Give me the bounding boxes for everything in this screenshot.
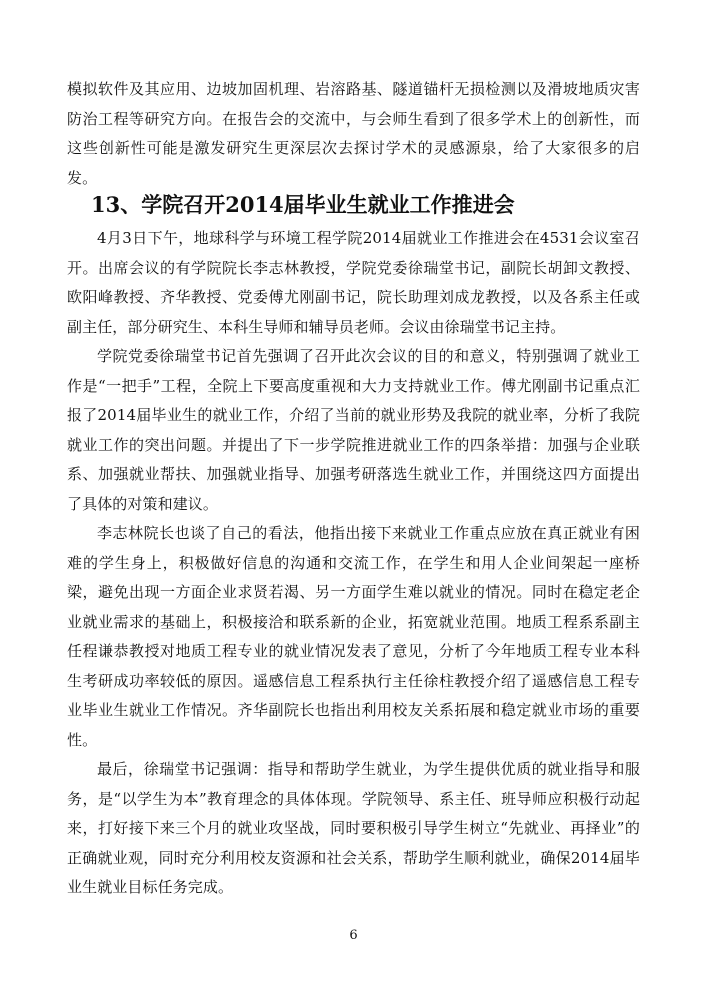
section-body	[67, 224, 640, 903]
paragraph-meeting-overview: 4月3日下午，地球科学与环境工程学院2014届就业工作推进会在4531会议室召开。出席会议的有学院院长李志林教授，学院党委徐瑞堂书记，副院长胡卸文教授、欧阳峰教授、齐华教授、党委傅尤刚副书记，院长助理刘成龙教授，以及各系主任或副主任，部分研究生、本科生导师和辅导员老师。会议由徐瑞堂书记主持。	[67, 229, 640, 336]
paragraph-party-secretary-remarks: 学院党委徐瑞堂书记首先强调了召开此次会议的目的和意义，特别强调了就业工作是“一把手”工程，全院上下要高度重视和大力支持就业工作。傅尤刚副书记重点汇报了2014届毕业生的就业工作，介绍了当前的就业形势及我院的就业率，分析了我院就业工作的突出问题。并提出了下一步学院推进就业工作的四条举措：加强与企业联系、加强就业帮扶、加强就业指导、加强考研落选生就业工作，并围绕这四方面提出了具体的对策和建议。	[67, 347, 640, 513]
paragraph-closing-remarks: 最后，徐瑞堂书记强调：指导和帮助学生就业，为学生提供优质的就业指导和服务，是“以学生为本”教育理念的具体体现。学院领导、系主任、班导师应积极行动起来，打好接下来三个月的就业攻坚战，同时要积极引导学生树立“先就业、再择业”的正确就业观，同时充分利用校友资源和社会关系，帮助学生顺利就业，确保2014届毕业生就业目标任务完成。	[67, 760, 640, 896]
paragraph-dean-remarks: 李志林院长也谈了自己的看法，他指出接下来就业工作重点应放在真正就业有困难的学生身上，积极做好信息的沟通和交流工作，在学生和用人企业间架起一座桥梁，避免出现一方面企业求贤若渴、另一方面学生难以就业的情况。同时在稳定老企业就业需求的基础上，积极接洽和联系新的企业，拓宽就业范围。地质工程系系副主任程谦恭教授对地质工程专业的就业情况发表了意见，分析了今年地质工程专业本科生考研成功率较低的原因。遥感信息工程系执行主任徐柱教授介绍了遥感信息工程专业毕业生就业工作情况。齐华副院长也指出利用校友关系拓展和稳定就业市场的重要性。	[67, 524, 640, 749]
intro-paragraph: 模拟软件及其应用、边坡加固机理、岩溶路基、隧道锚杆无损检测以及滑坡地质灾害防治工程等研究方向。在报告会的交流中，与会师生看到了很多学术上的创新性，而这些创新性可能是激发研究生更深层次去探讨学术的灵感源泉，给了大家很多的启发。	[67, 80, 640, 187]
section-heading: 13、学院召开2014届毕业生就业工作推进会	[91, 192, 515, 217]
page-number: 6	[349, 928, 358, 943]
